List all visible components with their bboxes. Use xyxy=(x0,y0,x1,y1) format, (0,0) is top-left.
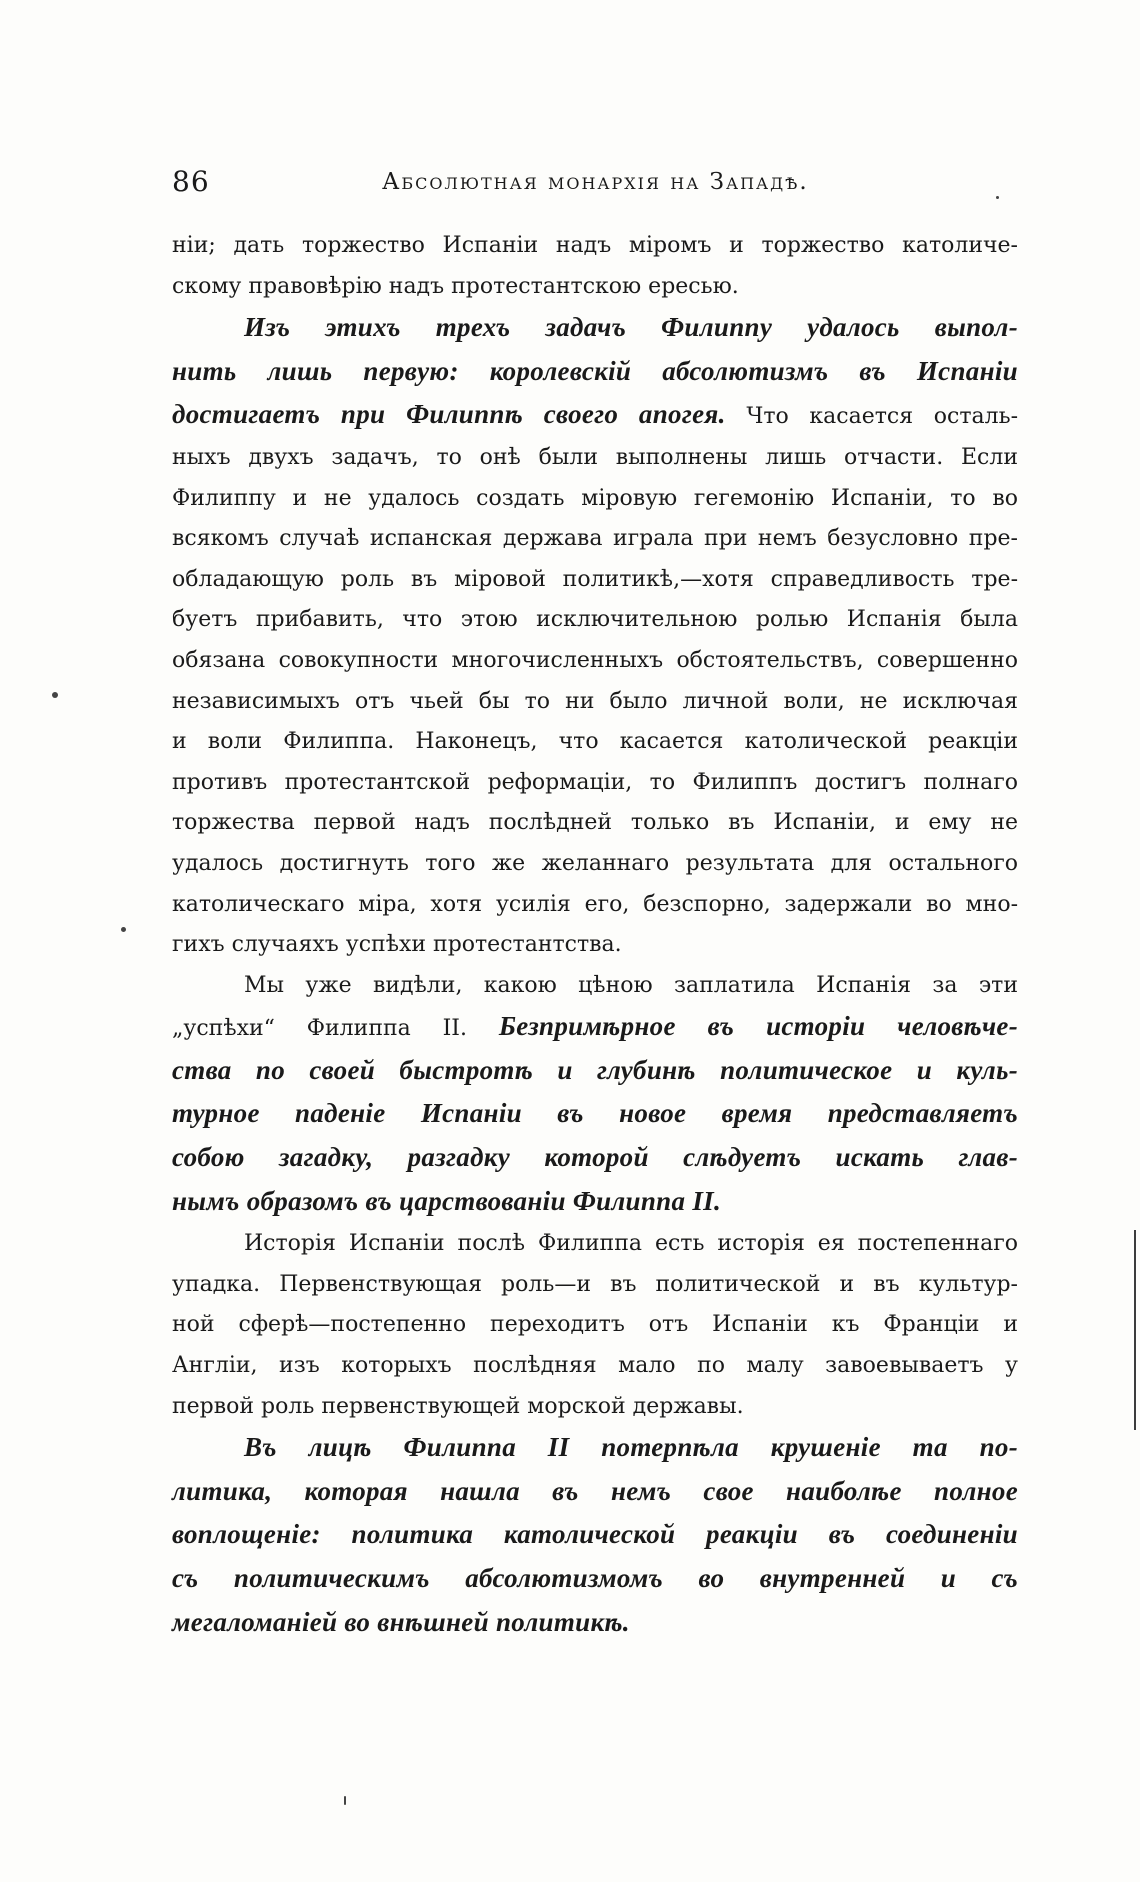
text-line: независимыхъ отъ чьей бы то ни было личной воли, не исключая xyxy=(172,688,1018,714)
scan-speck xyxy=(121,927,126,932)
emphasis-text: нить лишь первую: королевскій абсолютизмъ въ Испаніи xyxy=(172,355,1018,386)
page-number: 86 xyxy=(172,165,210,198)
text-line: католическаго міра, хотя усилія его, безспорно, задержали во мно- xyxy=(172,891,1018,917)
text-line: всякомъ случаѣ испанская держава играла при немъ безусловно пре- xyxy=(172,526,1018,552)
text-line: ной сферѣ—постепенно переходитъ отъ Испаніи къ Франціи и xyxy=(172,1312,1018,1338)
plain-text: Что касается осталь- xyxy=(746,404,1019,430)
text-line: обладающую роль въ міровой политикѣ,—хотя справедливость тре- xyxy=(172,566,1018,592)
emphasis-text: нымъ образомъ въ царствованіи Филиппа II. xyxy=(172,1185,722,1216)
text-line: Англіи, изъ которыхъ послѣдняя мало по малу завоевываетъ у xyxy=(172,1353,1018,1379)
text-line: Исторія Испаніи послѣ Филиппа есть исторія ея постепеннаго xyxy=(244,1231,1018,1257)
emphasis-text: турное паденіе Испаніи въ новое время представляетъ xyxy=(172,1098,1018,1129)
text-line xyxy=(172,1093,1018,1137)
emphasis-text: воплощеніе: политика католической реакціи въ соединеніи xyxy=(172,1519,1018,1550)
text-line: ныхъ двухъ задачъ, то онѣ были выполнены лишь отчасти. Если xyxy=(172,444,1018,470)
running-title: Абсолютная монархія на Западѣ. xyxy=(382,169,809,195)
emphasis-text: литика, которая нашла въ немъ свое наиболѣе полное xyxy=(172,1475,1018,1506)
text-line xyxy=(172,1471,1018,1515)
text-line xyxy=(172,1181,1018,1225)
text-line: и воли Филиппа. Наконецъ, что касается католической реакціи xyxy=(172,729,1018,755)
scan-speck xyxy=(344,1796,346,1805)
text-line xyxy=(172,351,1018,395)
text-line xyxy=(172,1006,1018,1050)
text-line: гихъ случаяхъ успѣхи протестантства. xyxy=(172,932,622,958)
text-line: удалось достигнуть того же желаннаго результата для остального xyxy=(172,850,1018,876)
text-line xyxy=(172,307,1018,351)
text-line xyxy=(172,1558,1018,1602)
emphasis-text: ства по своей быстротѣ и глубинѣ политическое и куль- xyxy=(172,1054,1018,1085)
plain-text: „успѣхи“ Филиппа II. xyxy=(172,1016,467,1042)
text-line: Мы уже видѣли, какою цѣною заплатила Испанія за эти xyxy=(244,972,1018,998)
text-line: противъ протестантской реформаціи, то Филиппъ достигъ полнаго xyxy=(172,769,1018,795)
text-line: первой роль первенствующей морской державы. xyxy=(172,1393,744,1419)
text-line: торжества первой надъ послѣдней только въ Испаніи, и ему не xyxy=(172,810,1018,836)
text-line xyxy=(172,1602,1018,1646)
text-line: упадка. Первенствующая роль—и въ политической и въ культур- xyxy=(172,1271,1018,1297)
text-line xyxy=(172,1427,1018,1471)
text-line: ніи; дать торжество Испаніи надъ міромъ и торжество католиче- xyxy=(172,233,1018,258)
text-line xyxy=(172,1514,1018,1558)
text-line xyxy=(172,1050,1018,1094)
emphasis-text: съ политическимъ абсолютизмомъ во внутренней и съ xyxy=(172,1563,1018,1593)
emphasis-text: Изъ этихъ трехъ задачъ Филиппу удалось выпол- xyxy=(244,312,1018,343)
scan-edge-mark xyxy=(1134,1230,1136,1430)
text-line: Филиппу и не удалось создать міровую гегемонію Испаніи, то во xyxy=(172,485,1018,511)
scan-speck xyxy=(996,196,999,199)
text-line xyxy=(172,1137,1018,1181)
scan-speck xyxy=(52,692,58,698)
text-line: скому правовѣрію надъ протестантскою ересью. xyxy=(172,273,739,299)
text-line: обязана совокупности многочисленныхъ обстоятельствъ, совершенно xyxy=(172,647,1018,673)
text-line: буетъ прибавить, что этою исключительною ролью Испанія была xyxy=(172,607,1018,633)
page-header xyxy=(172,160,1017,204)
emphasis-text: достигаетъ при Филиппѣ своего апогея. xyxy=(172,399,726,430)
emphasis-text: Въ лицѣ Филиппа II потерпѣла крушеніе та по- xyxy=(244,1432,1018,1463)
emphasis-text: собою загадку, разгадку которой слѣдуетъ искать глав- xyxy=(172,1142,1018,1173)
body-text xyxy=(172,226,1018,1645)
emphasis-text: мегаломаніей во внѣшней политикѣ. xyxy=(172,1606,630,1637)
emphasis-text: Безпримѣрное въ исторіи человѣче- xyxy=(498,1011,1018,1042)
text-line xyxy=(172,394,1018,438)
